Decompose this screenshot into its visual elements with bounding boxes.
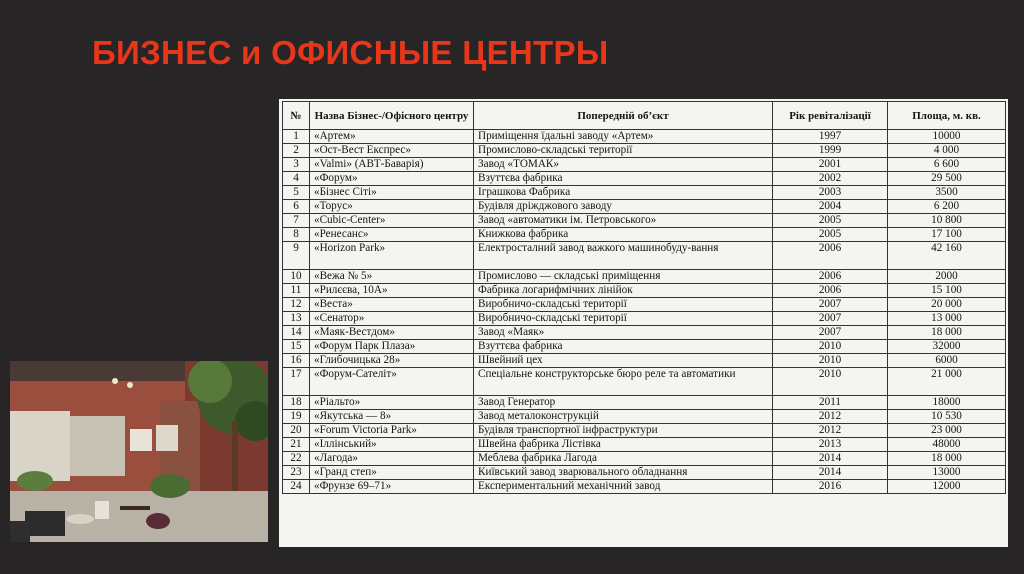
cell-center-name: «Valmi» (АВТ-Баварія) xyxy=(310,158,474,172)
cell-center-name: «Гранд степ» xyxy=(310,466,474,480)
cell-area: 17 100 xyxy=(888,228,1006,242)
cell-center-name: «Веста» xyxy=(310,298,474,312)
cell-year: 2010 xyxy=(773,354,888,368)
cell-previous-object: Будівля транспортної інфраструктури xyxy=(474,424,773,438)
cell-year: 2014 xyxy=(773,452,888,466)
cell-previous-object: Меблева фабрика Лагода xyxy=(474,452,773,466)
cell-number: 2 xyxy=(283,144,310,158)
cell-previous-object: Взуттєва фабрика xyxy=(474,172,773,186)
table-row xyxy=(283,326,1006,340)
table-row xyxy=(283,158,1006,172)
cell-previous-object: Завод «автоматики ім. Петровського» xyxy=(474,214,773,228)
cell-year: 1999 xyxy=(773,144,888,158)
table-row xyxy=(283,186,1006,200)
cell-center-name: «Форум Парк Плаза» xyxy=(310,340,474,354)
cell-year: 2012 xyxy=(773,410,888,424)
table-row xyxy=(283,396,1006,410)
cell-area: 6 600 xyxy=(888,158,1006,172)
cell-year: 2001 xyxy=(773,158,888,172)
cell-area: 48000 xyxy=(888,438,1006,452)
cell-year: 2010 xyxy=(773,340,888,354)
cell-year: 2005 xyxy=(773,228,888,242)
cell-number: 8 xyxy=(283,228,310,242)
table-row xyxy=(283,452,1006,466)
cell-number: 9 xyxy=(283,242,310,270)
cell-area: 42 160 xyxy=(888,242,1006,270)
cell-previous-object: Взуттєва фабрика xyxy=(474,340,773,354)
cell-previous-object: Промислово-складські території xyxy=(474,144,773,158)
table-row xyxy=(283,466,1006,480)
table-row xyxy=(283,130,1006,144)
cell-year: 2016 xyxy=(773,480,888,494)
cell-number: 21 xyxy=(283,438,310,452)
business-centers-table xyxy=(279,99,1008,547)
table-row xyxy=(283,200,1006,214)
header-area: Площа, м. кв. xyxy=(888,102,1006,130)
cell-area: 32000 xyxy=(888,340,1006,354)
cell-area: 18 000 xyxy=(888,326,1006,340)
table-row xyxy=(283,480,1006,494)
header-previous-object: Попередній об’єкт xyxy=(474,102,773,130)
cell-center-name: «Forum Victoria Park» xyxy=(310,424,474,438)
cell-number: 13 xyxy=(283,312,310,326)
cell-number: 6 xyxy=(283,200,310,214)
slide-title: БИЗНЕС и ОФИСНЫЕ ЦЕНТРЫ xyxy=(92,34,609,71)
cell-previous-object: Промислово — складські приміщення xyxy=(474,270,773,284)
cell-previous-object: Завод металоконструкцій xyxy=(474,410,773,424)
cell-previous-object: Експериментальний механічний завод xyxy=(474,480,773,494)
cell-area: 13000 xyxy=(888,466,1006,480)
table-row xyxy=(283,228,1006,242)
table-row xyxy=(283,172,1006,186)
table-row xyxy=(283,298,1006,312)
table-row xyxy=(283,438,1006,452)
table-row xyxy=(283,340,1006,354)
cell-year: 2005 xyxy=(773,214,888,228)
cell-previous-object: Спеціальне конструкторське бюро реле та автоматики xyxy=(474,368,773,396)
cell-center-name: «Фрунзе 69–71» xyxy=(310,480,474,494)
table-row xyxy=(283,424,1006,438)
header-center-name: Назва Бізнес-/Офісного центру xyxy=(310,102,474,130)
cell-number: 17 xyxy=(283,368,310,396)
cell-year: 2004 xyxy=(773,200,888,214)
cell-number: 23 xyxy=(283,466,310,480)
cell-previous-object: Швейний цех xyxy=(474,354,773,368)
cell-center-name: «Форум» xyxy=(310,172,474,186)
cell-center-name: «Артем» xyxy=(310,130,474,144)
cell-center-name: «Іллінський» xyxy=(310,438,474,452)
cell-center-name: «Horizon Park» xyxy=(310,242,474,270)
table-row xyxy=(283,354,1006,368)
header-number: № xyxy=(283,102,310,130)
cell-center-name: «Ріальто» xyxy=(310,396,474,410)
table-row xyxy=(283,214,1006,228)
cell-center-name: «Маяк-Вестдом» xyxy=(310,326,474,340)
cell-year: 2006 xyxy=(773,242,888,270)
cell-year: 2003 xyxy=(773,186,888,200)
cell-previous-object: Книжкова фабрика xyxy=(474,228,773,242)
cell-number: 20 xyxy=(283,424,310,438)
table-row xyxy=(283,368,1006,396)
cell-previous-object: Завод Генератор xyxy=(474,396,773,410)
cell-number: 18 xyxy=(283,396,310,410)
cell-number: 14 xyxy=(283,326,310,340)
cell-area: 18000 xyxy=(888,396,1006,410)
table-row xyxy=(283,270,1006,284)
cell-previous-object: Київський завод зварювального обладнання xyxy=(474,466,773,480)
header-revitalization-year: Рік ревіталізації xyxy=(773,102,888,130)
cell-number: 12 xyxy=(283,298,310,312)
table-row xyxy=(283,312,1006,326)
cell-center-name: «Сенатор» xyxy=(310,312,474,326)
cell-area: 10 800 xyxy=(888,214,1006,228)
cell-year: 2007 xyxy=(773,298,888,312)
cell-center-name: «Лагода» xyxy=(310,452,474,466)
table-row xyxy=(283,242,1006,270)
table-row xyxy=(283,410,1006,424)
cell-year: 2002 xyxy=(773,172,888,186)
cell-previous-object: Будівля дріжджового заводу xyxy=(474,200,773,214)
cell-year: 2006 xyxy=(773,270,888,284)
cell-previous-object: Швейна фабрика Лістівка xyxy=(474,438,773,452)
table-row xyxy=(283,284,1006,298)
cell-center-name: «Cubic-Center» xyxy=(310,214,474,228)
cell-area: 20 000 xyxy=(888,298,1006,312)
cell-number: 15 xyxy=(283,340,310,354)
cell-year: 2014 xyxy=(773,466,888,480)
cell-center-name: «Торус» xyxy=(310,200,474,214)
cell-area: 6 200 xyxy=(888,200,1006,214)
cell-center-name: «Глибочицька 28» xyxy=(310,354,474,368)
cell-number: 5 xyxy=(283,186,310,200)
cell-area: 4 000 xyxy=(888,144,1006,158)
cell-area: 12000 xyxy=(888,480,1006,494)
cell-area: 23 000 xyxy=(888,424,1006,438)
cell-number: 16 xyxy=(283,354,310,368)
cell-number: 1 xyxy=(283,130,310,144)
cell-previous-object: Приміщення їдальні заводу «Артем» xyxy=(474,130,773,144)
cell-year: 2011 xyxy=(773,396,888,410)
cell-previous-object: Іграшкова Фабрика xyxy=(474,186,773,200)
cell-area: 15 100 xyxy=(888,284,1006,298)
cell-previous-object: Фабрика логарифмічних лінійок xyxy=(474,284,773,298)
cell-area: 21 000 xyxy=(888,368,1006,396)
cell-number: 4 xyxy=(283,172,310,186)
table-row xyxy=(283,144,1006,158)
cell-center-name: «Вежа № 5» xyxy=(310,270,474,284)
cell-year: 2007 xyxy=(773,326,888,340)
cell-year: 2007 xyxy=(773,312,888,326)
cell-center-name: «Ост-Вест Експрес» xyxy=(310,144,474,158)
cell-center-name: «Бізнес Сіті» xyxy=(310,186,474,200)
cell-previous-object: Виробничо-складські території xyxy=(474,298,773,312)
cell-area: 13 000 xyxy=(888,312,1006,326)
cell-center-name: «Якутська — 8» xyxy=(310,410,474,424)
cell-number: 11 xyxy=(283,284,310,298)
cell-year: 2010 xyxy=(773,368,888,396)
cell-center-name: «Форум-Сателіт» xyxy=(310,368,474,396)
cell-area: 3500 xyxy=(888,186,1006,200)
cell-area: 29 500 xyxy=(888,172,1006,186)
cell-number: 10 xyxy=(283,270,310,284)
cell-number: 24 xyxy=(283,480,310,494)
cell-number: 22 xyxy=(283,452,310,466)
office-interior-photo xyxy=(10,361,268,542)
cell-previous-object: Електросталний завод важкого машинобуду-вання xyxy=(474,242,773,270)
cell-center-name: «Рилєєва, 10А» xyxy=(310,284,474,298)
cell-year: 1997 xyxy=(773,130,888,144)
cell-year: 2006 xyxy=(773,284,888,298)
cell-previous-object: Завод «Маяк» xyxy=(474,326,773,340)
cell-area: 10 530 xyxy=(888,410,1006,424)
cell-area: 6000 xyxy=(888,354,1006,368)
cell-number: 19 xyxy=(283,410,310,424)
cell-area: 18 000 xyxy=(888,452,1006,466)
cell-center-name: «Ренесанс» xyxy=(310,228,474,242)
cell-area: 10000 xyxy=(888,130,1006,144)
cell-area: 2000 xyxy=(888,270,1006,284)
cell-number: 3 xyxy=(283,158,310,172)
cell-previous-object: Виробничо-складські території xyxy=(474,312,773,326)
cell-year: 2013 xyxy=(773,438,888,452)
cell-previous-object: Завод «ТОМАК» xyxy=(474,158,773,172)
cell-number: 7 xyxy=(283,214,310,228)
cell-year: 2012 xyxy=(773,424,888,438)
table-header-row xyxy=(283,102,1006,130)
